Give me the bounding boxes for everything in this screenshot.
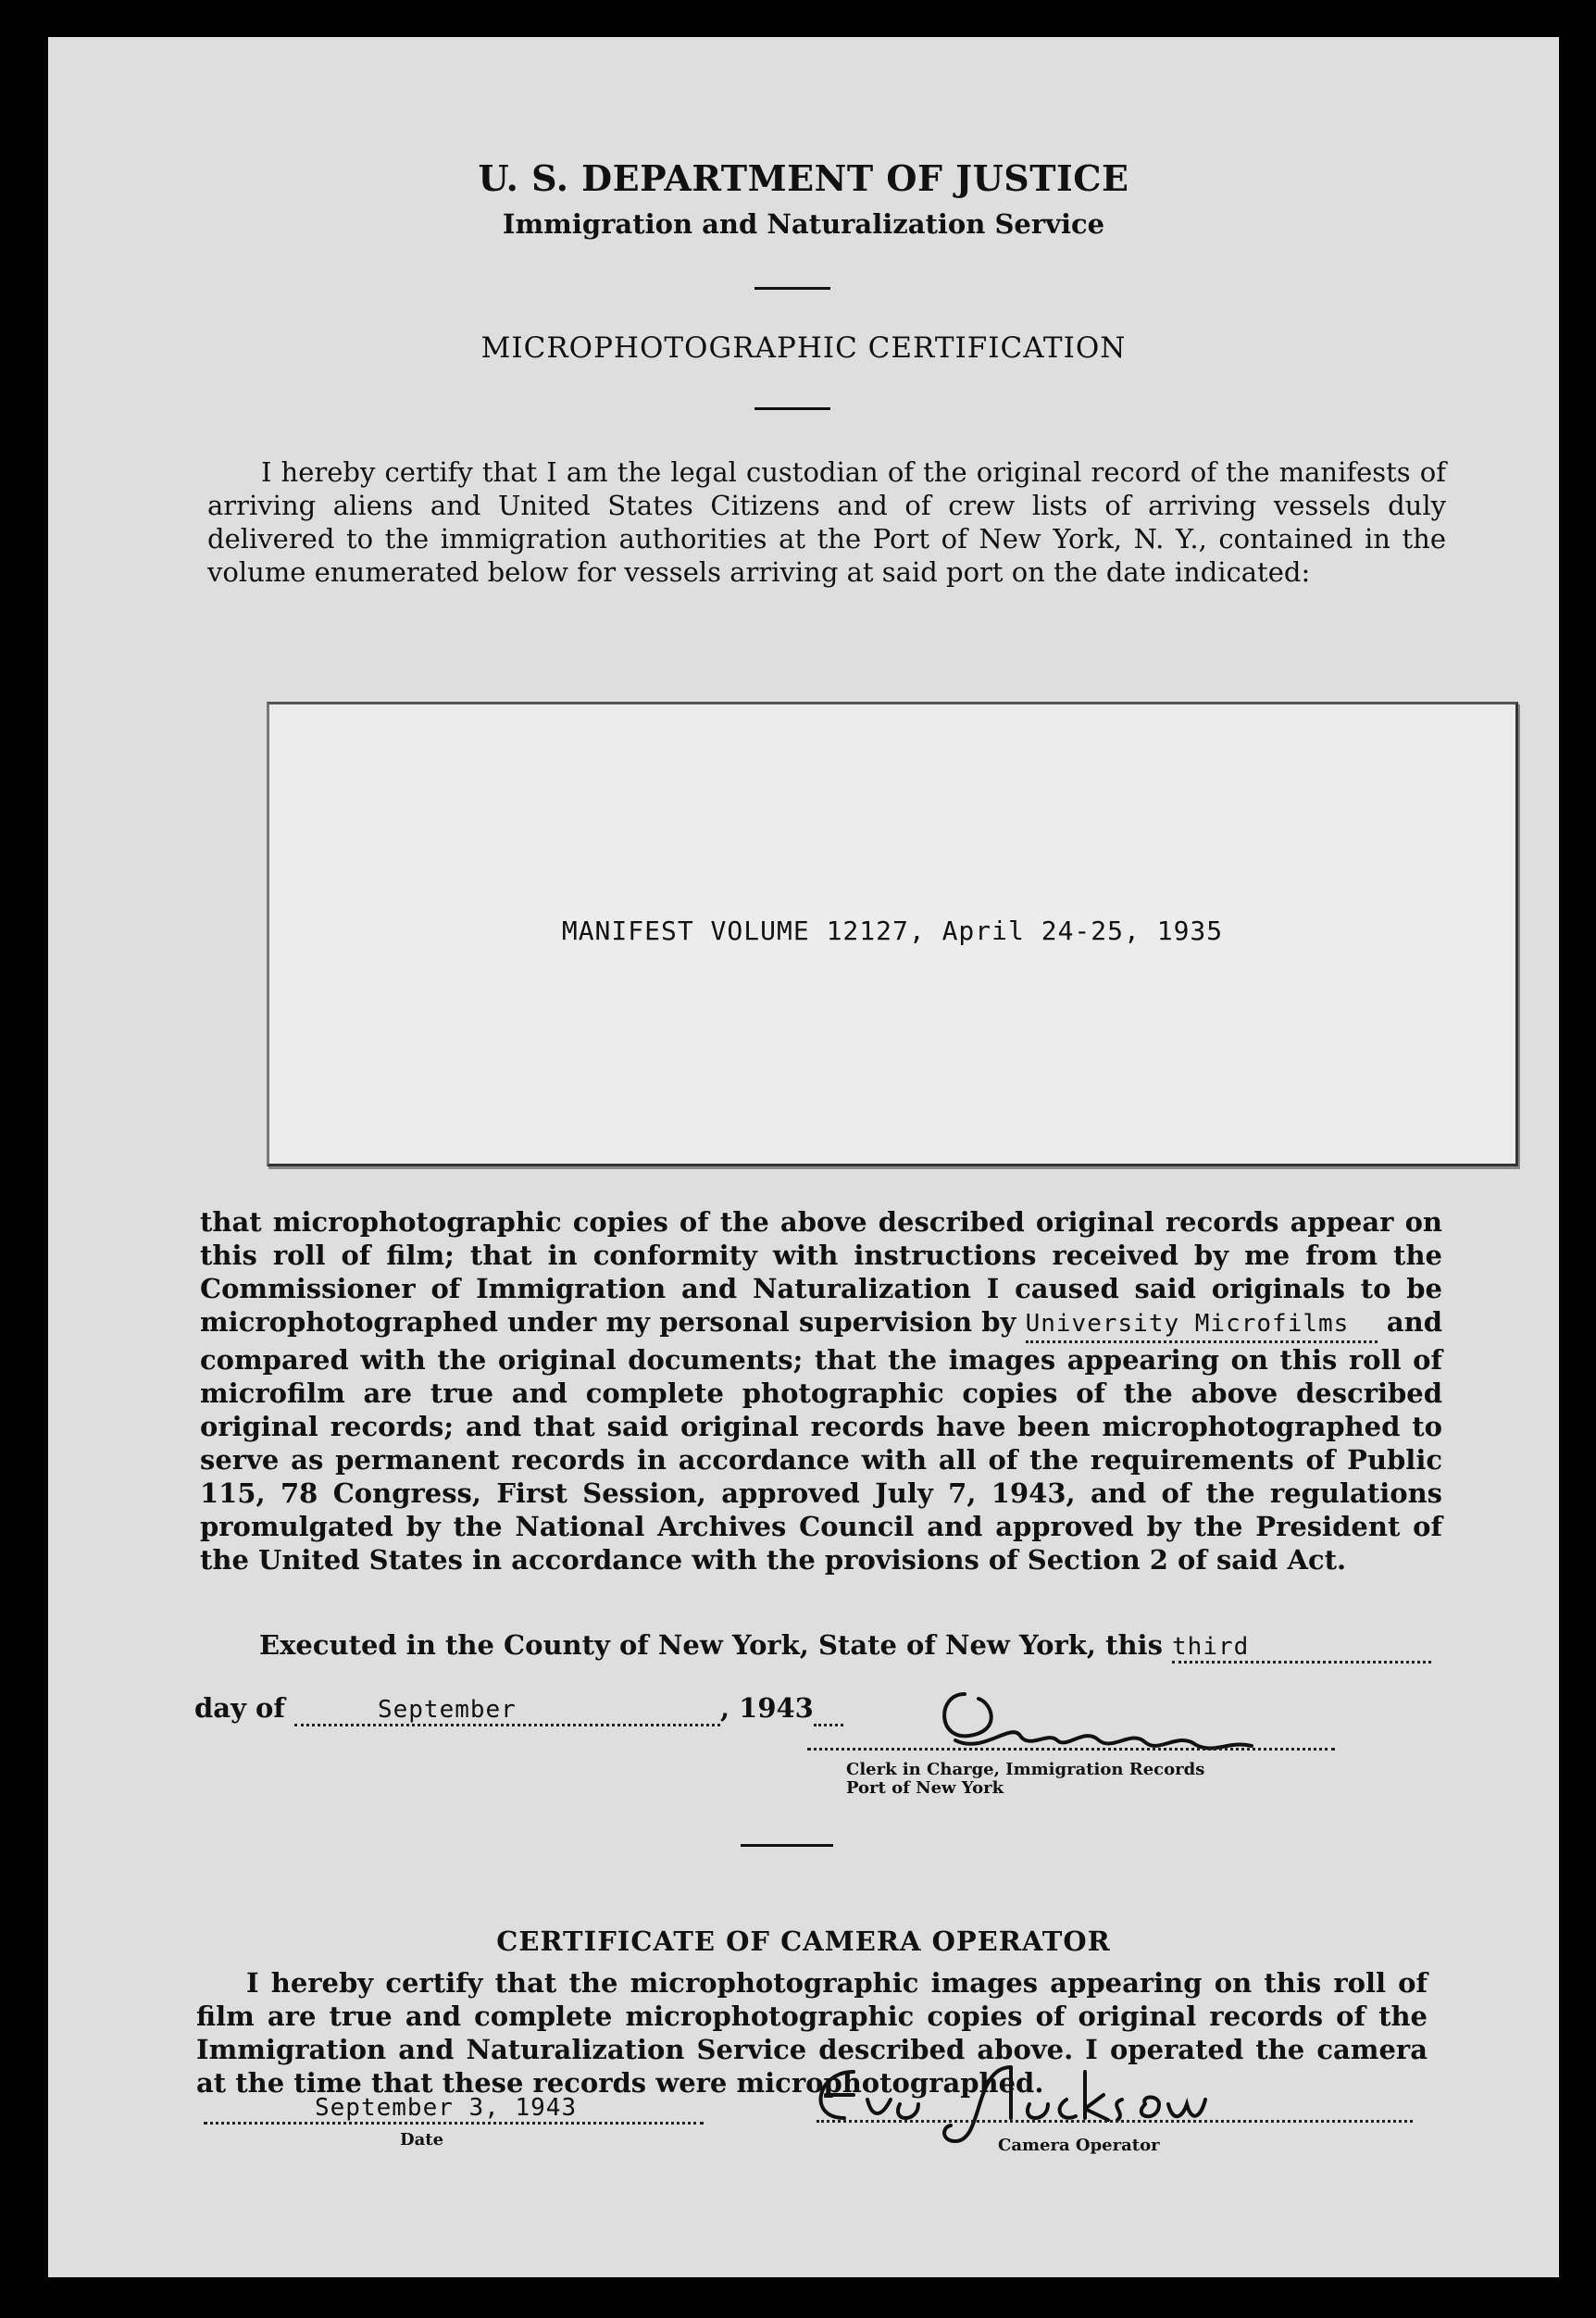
camera-operator-statement: I hereby certify that the microphotographic images appearing on this roll of film are true and complete microphotographic copies of original records of the Immigration and Naturalization Service described above. I operated the camera at the time that these records were microphotographed. <box>196 1967 1428 2099</box>
year-field <box>814 1692 843 1726</box>
photographer-field <box>1026 1305 1378 1343</box>
clerk-title-line1: Clerk in Charge, Immigration Records <box>846 1760 1205 1779</box>
execution-prefix: Executed in the County of New York, State of New York, this <box>259 1629 1163 1661</box>
day-value: third <box>1172 1633 1250 1661</box>
clerk-title-line2: Port of New York <box>846 1778 1004 1798</box>
date-label: Date <box>400 2130 444 2150</box>
photographer-name: University Microfilms <box>1025 1310 1350 1338</box>
date-value: September 3, 1943 <box>315 2094 578 2122</box>
date-field <box>204 2090 704 2125</box>
day-of-line <box>194 1692 843 1726</box>
clerk-signature-line <box>807 1748 1335 1751</box>
manifest-insert-card <box>267 702 1518 1166</box>
service-subheading: Immigration and Naturalization Service <box>502 208 1105 240</box>
intro-paragraph: I hereby certify that I am the legal custodian of the original record of the manifests of arriving aliens and United States Citizens and of crew lists of arriving vessels duly delivered to the immigration authorities at the Port of New York, N. Y., contained in the volume enumerated below for vessels arriving at said port on the date indicated: <box>207 456 1446 588</box>
department-heading: U. S. DEPARTMENT OF JUSTICE <box>478 157 1129 199</box>
divider <box>754 287 830 290</box>
month-field <box>294 1692 720 1726</box>
day-field <box>1172 1629 1431 1664</box>
certificate-page <box>48 37 1559 2277</box>
camera-operator-label: Camera Operator <box>998 2136 1160 2155</box>
clerk-title <box>846 1761 1204 1798</box>
day-of-label: day of <box>194 1692 285 1724</box>
body-paragraph <box>200 1205 1442 1576</box>
divider <box>741 1844 833 1847</box>
body-text-part1: that microphotographic copies of the above described original records appear on this roll of film; that in conformity with instructions received by me from the Commissioner of Immigration and Naturalization I caused said originals to be microphotographed under my personal supervision by <box>200 1206 1442 1338</box>
camera-operator-heading: CERTIFICATE OF CAMERA OPERATOR <box>496 1925 1111 1957</box>
body-text-part2: and compared with the original documents; that the images appearing on this roll of microfilm are true and complete photographic copies of the above described original records; and that said original records have been microphotographed to serve as permanent records in accordance with all of the requirements of Public 115, 78 Congress, First Session, approved July 7, 1943, and of the regulations promulgated by the National Archives Council and approved by the President of the United States in accordance with the provisions of Section 2 of said Act. <box>200 1306 1442 1576</box>
year-value: , 1943 <box>719 1692 814 1724</box>
divider <box>754 407 830 410</box>
manifest-volume-label: MANIFEST VOLUME 12127, April 24-25, 1935 <box>561 916 1224 946</box>
certification-title: MICROPHOTOGRAPHIC CERTIFICATION <box>480 331 1127 365</box>
month-value: September <box>377 1696 517 1724</box>
operator-signature-line <box>817 2120 1413 2123</box>
execution-line <box>259 1629 1431 1664</box>
